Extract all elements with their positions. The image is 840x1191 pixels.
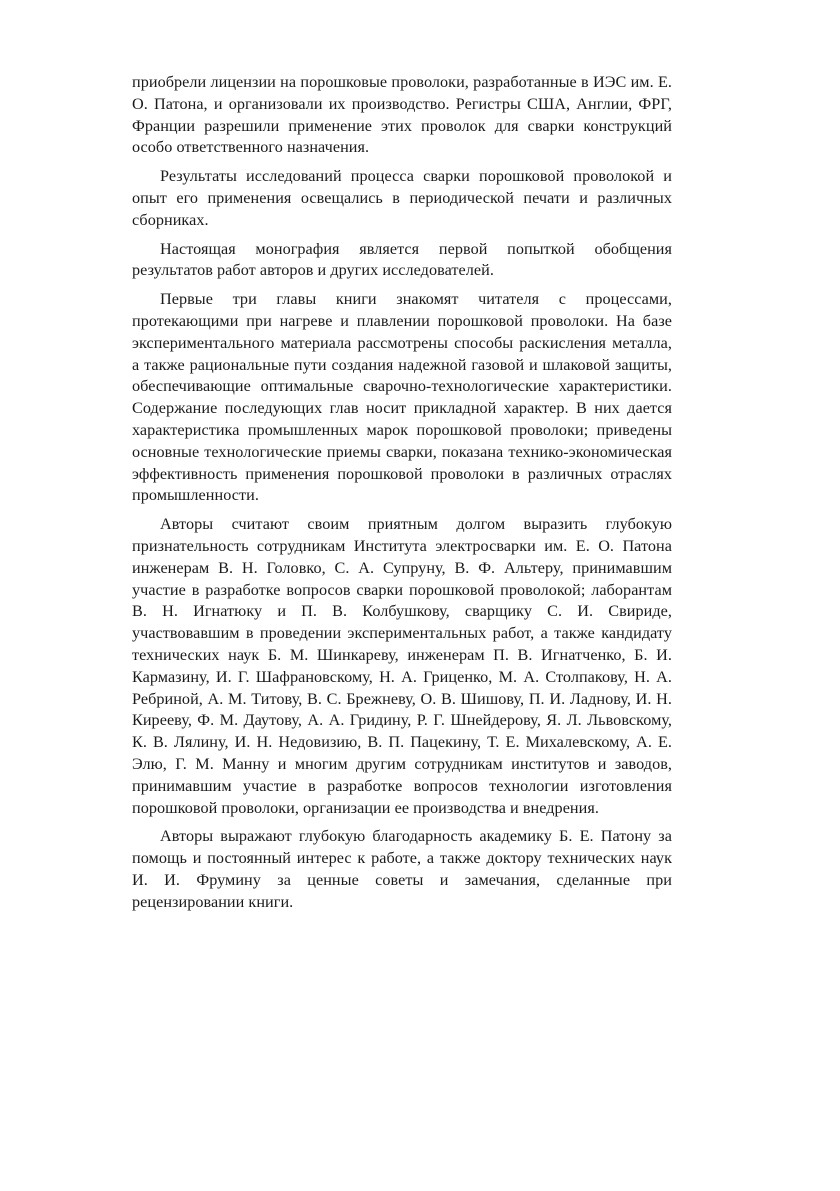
- paragraph-chapters: Первые три главы книги знакомят читателя с процессами, протекающими при нагреве и плавлении порошковой проволоки. На базе экспериментального материала рассмотрены способы раскисления металла, а также рациональные пути создания надежной газовой и шлаковой защиты, обеспечивающие оптимальные сварочно-технологические характеристики. Содержание последующих глав носит прикладной характер. В них дается характеристика промышленных марок порошковой проволоки; приведены основные технологические приемы сварки, показана технико-экономическая эффективность применения порошковой проволоки в различных отраслях промышленности.: [132, 290, 672, 505]
- body-text: [132, 72, 672, 913]
- paragraph-monograph: Настоящая монография является первой попыткой обобщения результатов работ авторов и других исследователей.: [132, 239, 672, 280]
- paragraph-acknowledgements: Авторы считают своим приятным долгом выразить глубокую признательность сотрудникам Института электросварки им. Е. О. Патона инженерам В. Н. Головко, С. А. Супруну, В. Ф. Альтеру, принимавшим участие в разработке вопросов сварки порошковой проволокой; лаборантам В. Н. Игнатюку и П. В. Колбушкову, сварщику С. И. Свириде, участвовавшим в проведении экспериментальных работ, а также кандидату технических наук Б. М. Шинкареву, инженерам П. В. Игнатченко, Б. И. Кармазину, И. Г. Шафрановскому, Н. А. Гриценко, М. А. Столпакову, Н. А. Ребриной, А. М. Титову, В. С. Брежневу, О. В. Шишову, П. И. Ладнову, И. Н. Киреeву, Ф. М. Даутову, А. А. Гридину, Р. Г. Шнейдерову, Я. Л. Львовскому, К. В. Лялину, И. Н. Недовизию, В. П. Пацекину, Т. Е. Михалевскому, А. Е. Элю, Г. М. Манну и многим другим сотрудникам институтов и заводов, принимавшим участие в разработке вопросов технологии изготовления порошковой проволоки, организации ее производства и внедрения.: [132, 515, 672, 817]
- paragraph-licenses: приобрели лицензии на порошковые проволоки, разработанные в ИЭС им. Е. О. Патона, и организовали их производство. Регистры США, Англии, ФРГ, Франции разрешили применение этих проволок для сварки конструкций особо ответственного назначения.: [132, 73, 672, 157]
- paragraph-research-results: Результаты исследований процесса сварки порошковой проволокой и опыт его применения освещались в периодической печати и различных сборниках.: [132, 167, 672, 229]
- paragraph-gratitude: Авторы выражают глубокую благодарность академику Б. Е. Патону за помощь и постоянный интерес к работе, а также доктору технических наук И. И. Фрумину за ценные советы и замечания, сделанные при рецензировании книги.: [132, 827, 672, 911]
